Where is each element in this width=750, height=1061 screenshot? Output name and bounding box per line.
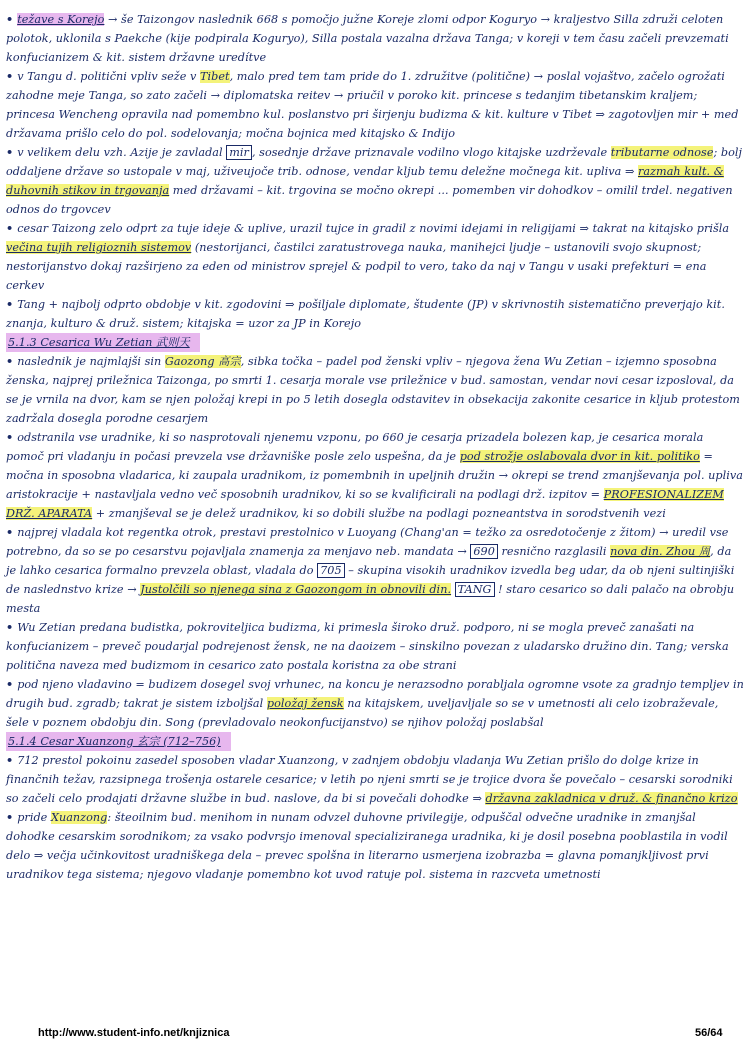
- highlighted-text: Justolčili so njenega sina z Gaozongom in obnovili din.: [140, 583, 452, 596]
- highlighted-text: večina tujih religioznih sistemov: [6, 241, 192, 254]
- note-text: + zmanjševal se je delež uradnikov, ki so dobili službe na podlagi pozneantstva in sorodstvenih vezi: [92, 507, 666, 520]
- note-text: naslednik je najmlajši sin: [17, 355, 165, 368]
- note-text: : šteoilnim bud. menihom in nunam odvzel duhovne privilegije, odpuščal odvečne uradnike in zmanjšal dohodke cesarskim sorodnikom; za vsako podvrsjo imenoval specializiranega uradnika, ki je dosil posebna pooblastila in vodil delo ⇒ večja učinkovitost uradniškega dela – prevec spolšna in literarno usmerjena izobrazba = glavna pomanjkljivost prvi uradnikov tega sistema; njegovo vladanje pomembno kot uvod ratuje pol. sistema in razcveta umetnosti: [6, 811, 728, 881]
- note-text: 712 prestol pokoinu zasedel sposoben vladar Xuanzong, v zadnjem obdobju vladanja Wu Zetian prišlo do dolge krize in finančnih težav, razsipnega trošenja ostarele cesarice; v letih po njeni smrti se je trojice dvora še povečalo – cesarski sorodniki so začeli celo prodajati državne službe in bud. naslove, da bi si povečali dohodke ⇒: [6, 754, 733, 805]
- highlighted-text: položaj žensk: [266, 697, 344, 710]
- bullet-marker: •: [6, 145, 14, 159]
- highlighted-text: 5.1.3 Cesarica Wu Zetian 武则天: [6, 333, 200, 352]
- note-paragraph: [6, 219, 744, 295]
- page-number: 56/64: [695, 1027, 723, 1039]
- note-text: v Tangu d. politični vpliv seže v: [17, 70, 200, 83]
- note-paragraph: [6, 143, 744, 219]
- bullet-marker: •: [6, 221, 14, 235]
- highlighted-text: težave s Korejo: [17, 13, 105, 26]
- note-text: , sibka točka – padel pod ženski vpliv – njegova žena Wu Zetian – izjemno sposobna ženska, najprej priležnica Taizonga, po smrti 1. cesarja morale vse priležnice v bud. samostan, vendar novi cesar izposloval, da se je vrnila na dvor, kam se njen položaj krepi in po 5 letih dosegla odstavitev in obsekacija zakonite cesarice in kljub protestom zadržala dosegla porodne cesarjem: [6, 355, 740, 425]
- note-text: ; bolj oddaljene države so ustopale v maj, uživeujoče trib. odnose, vendar kljub temu deležne močnega kit. upliva ⇒: [6, 146, 743, 178]
- note-text: , da je lahko cesarica formalno prevzela oblast, vladala do: [6, 545, 732, 577]
- note-paragraph: [6, 67, 744, 143]
- section-heading: [6, 732, 744, 751]
- highlighted-text: PROFESIONALIZEM DRŽ. APARATA: [6, 488, 724, 520]
- note-text: Tang + najbolj odprto obdobje v kit. zgodovini ⇒ pošiljale diplomate, študente (JP) v skrivnostih sistematično preverjajo kit. znanja, kulturo & druž. sistem; kitajska = uzor za JP in Korejo: [6, 298, 725, 330]
- note-text: ! staro cesarico so dali palačo na obrobju mesta: [6, 583, 735, 615]
- bullet-marker: •: [6, 677, 14, 691]
- handwritten-notes: [6, 10, 744, 884]
- section-heading: [6, 333, 744, 352]
- bullet-marker: •: [6, 620, 14, 634]
- bullet-marker: •: [6, 753, 14, 767]
- highlighted-text: 5.1.4 Cesar Xuanzong 玄宗 (712–756): [6, 732, 231, 751]
- highlighted-text: Xuanzong: [50, 811, 108, 824]
- highlighted-text: Tibet: [200, 70, 230, 83]
- footer-url-link[interactable]: http://www.student-info.net/knjiznica: [38, 1027, 230, 1039]
- highlighted-text: nova din. Zhou 周: [610, 545, 711, 558]
- note-text: = močna in sposobna vladarica, ki zaupala uradnikom, iz pomembnih in upeljnih družin → okrepi se trend zmanjševanja pol. upliva aristokracije + nastavljala vedno več sposobnih uradnikov, ki so se kvalificirali na podlagi drž. izpitov =: [6, 450, 743, 501]
- note-text: pod njeno vladavino = budizem dosegel svoj vrhunec, na koncu je nerazsodno porabljala ogromne vsote za gradnjo templjev in drugih bud. zgradb; takrat je sistem izboljšal: [6, 678, 744, 710]
- note-text: , sosednje države priznavale vodilno vlogo kitajske uzdrževale: [251, 146, 611, 159]
- note-text: – skupina visokih uradnikov izvedla beg udar, da ob njeni sultinjiški de naslednstvo krize →: [6, 564, 735, 596]
- bullet-marker: •: [6, 12, 14, 26]
- note-text: , malo pred tem tam pride do 1. združitve (politične) → poslal vojaštvo, začelo ogrožati zahodne meje Tanga, so zato začeli → diplomatska reitev → priučil v poroko kit. princese s tedanjim tibetanskim kraljem; princesa Wencheng opravila nad pomembno kul. poslanstvo pri širjenju budizma & kit. kulture v Tibet ⇒ zagotovljen mir + med državama prišlo celo do pol. sodelovanja; močna bojnica med kitajsko & Indijo: [6, 70, 739, 140]
- note-text: cesar Taizong zelo odprt za tuje ideje & uplive, urazil tujce in gradil z novimi idejami in religijami ⇒ takrat na kitajsko prišla: [17, 222, 730, 235]
- bullet-marker: •: [6, 354, 14, 368]
- note-text: → še Taizongov naslednik 668 s pomočjo južne Koreje zlomi odpor Koguryo → kraljestvo Silla združi celoten polotok, uklonila s Paekche (kije podpirala Koguryo), Silla postala vazalna država Tanga; v koreji v tem času začeli prevzemati konfucianizem & kit. sistem državne uredítve: [6, 13, 729, 64]
- note-text: med državami – kit. trgovina se močno okrepi ... pomemben vir dohodkov – omilil trdel. negativen odnos do trgovcev: [6, 184, 733, 216]
- bullet-marker: •: [6, 525, 14, 539]
- note-paragraph: [6, 751, 744, 808]
- note-text: resnično razglasili: [497, 545, 611, 558]
- note-text: v velikem delu vzh. Azije je zavladal: [17, 146, 227, 159]
- highlighted-text: Gaozong 高宗: [164, 355, 241, 368]
- bullet-marker: •: [6, 69, 14, 83]
- note-paragraph: [6, 675, 744, 732]
- highlighted-text: TANG: [455, 582, 495, 597]
- note-paragraph: [6, 295, 744, 333]
- note-paragraph: [6, 523, 744, 618]
- note-text: na kitajskem, uveljavljale so se v umetnosti ali celo izobraževale, šele v poznem obdobju din. Song (prevladovalo neokonfucijanstvo) se njihov položaj poslabšal: [6, 697, 719, 729]
- note-text: odstranila vse uradnike, ki so nasprotovali njenemu vzponu, po 660 je cesarja prizadela bolezen kap, je cesarica morala pomoč pri vladanju in počasi prevzela vse državniške posle zelo uspešna, da je: [6, 431, 704, 463]
- note-text: (nestorijanci, častilci zaratustrovega nauka, manihejci ljudje – ustanovili svojo skupnost; nestorijanstvo dokaj razširjeno za eden od ministrov sprejel & podpil to vero, tako da naj v Tangu v usaki prefekturi = ena cerkev: [6, 241, 707, 292]
- note-text: najprej vladala kot regentka otrok, prestavi prestolnico v Luoyang (Chang'an = težko za osredotočenje z žitom) → uredil vse potrebno, da so se po cesarstvu pojavljala znamenja za menjavo neb. mandata →: [6, 526, 729, 558]
- note-paragraph: [6, 428, 744, 523]
- note-paragraph: [6, 10, 744, 67]
- highlighted-text: 705: [317, 563, 345, 578]
- highlighted-text: mir: [226, 145, 252, 160]
- note-text: pride: [17, 811, 51, 824]
- note-paragraph: [6, 618, 744, 675]
- note-paragraph: [6, 808, 744, 884]
- highlighted-text: razmah kult. & duhovnih stikov in trgovanja: [6, 165, 724, 197]
- bullet-marker: •: [6, 430, 14, 444]
- highlighted-text: državna zakladnica v druž. & finančno krizo: [485, 792, 738, 805]
- note-text: Wu Zetian predana budistka, pokroviteljica budizma, ki primesla široko druž. podporo, ni se mogla preveč zanašati na konfucianizem – preveč poudarjal podrejenost žensk, ne na daoizem – sinskilno povezan z uladarsko družino din. Tang; verska politična naveza med budizmom in cesarico zato postala koristna za obe strani: [6, 621, 729, 672]
- note-paragraph: [6, 352, 744, 428]
- highlighted-text: 690: [470, 544, 498, 559]
- highlighted-text: pod strožje oslabovala dvor in kit. politiko: [459, 450, 700, 463]
- bullet-marker: •: [6, 297, 14, 311]
- bullet-marker: •: [6, 810, 14, 824]
- highlighted-text: tributarne odnose: [610, 146, 714, 159]
